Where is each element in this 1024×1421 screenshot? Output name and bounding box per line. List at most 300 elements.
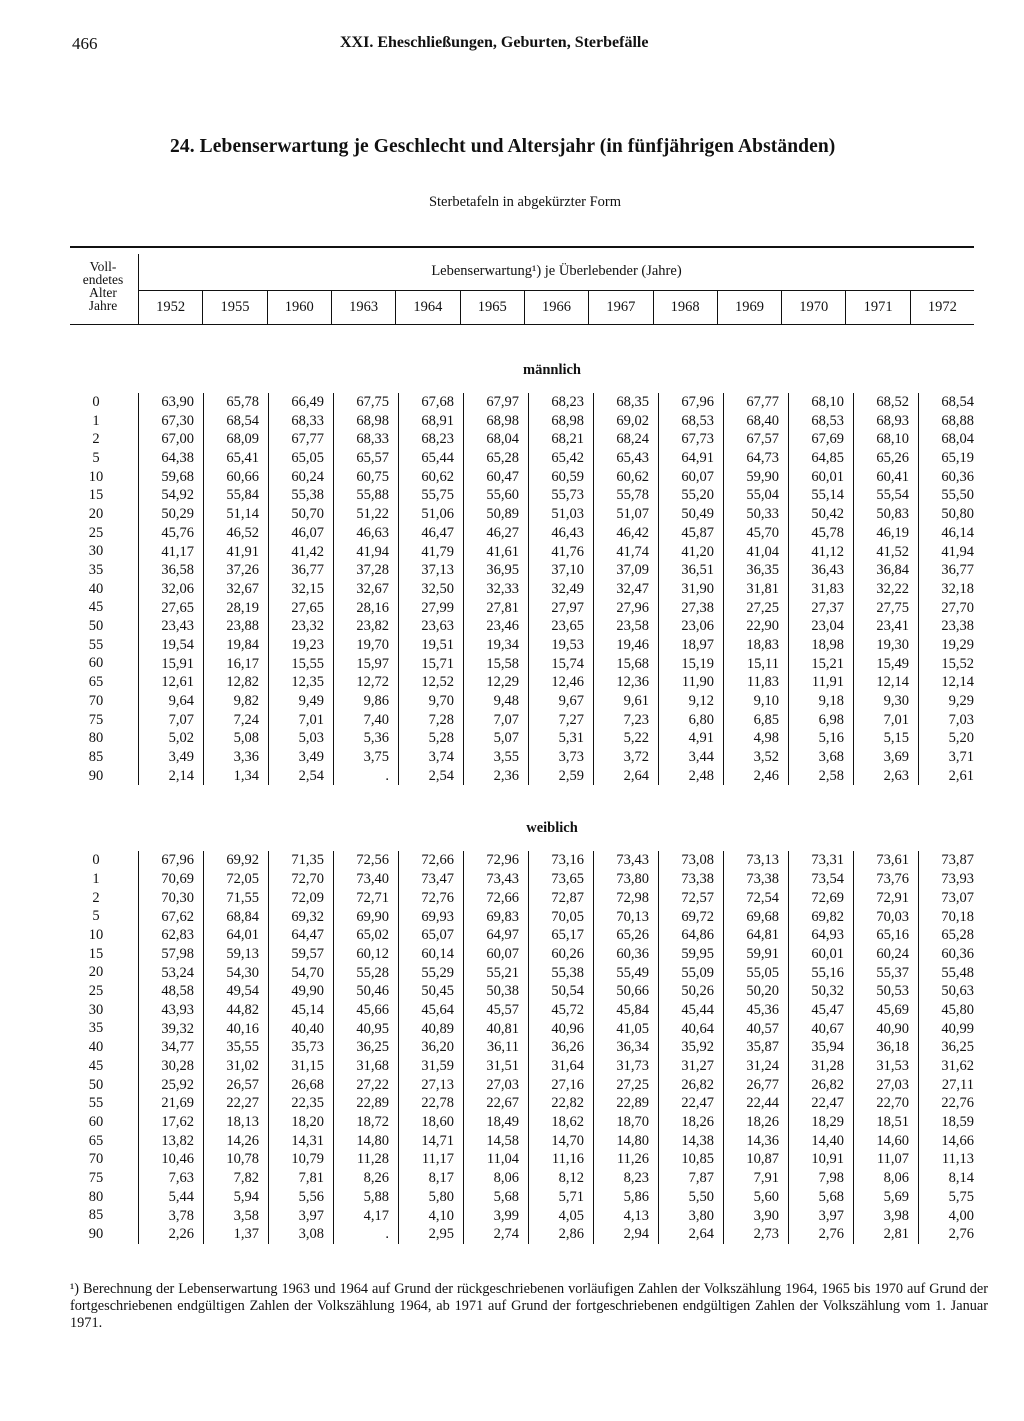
value-cell: 30,28 xyxy=(138,1057,203,1076)
value-cell: 73,47 xyxy=(398,870,463,889)
value-cell: 5,20 xyxy=(918,729,974,748)
value-cell: 50,89 xyxy=(463,505,528,524)
value-cell: 41,94 xyxy=(918,543,974,562)
table-row xyxy=(70,599,974,618)
value-cell: 65,41 xyxy=(203,449,268,468)
value-cell: 65,19 xyxy=(918,449,974,468)
table-title: 24. Lebenserwartung je Geschlecht und Altersjahr (in fünfjährigen Abständen) xyxy=(170,136,836,157)
value-cell: 14,71 xyxy=(398,1132,463,1151)
value-cell: 36,11 xyxy=(463,1038,528,1057)
age-header-line: Alter xyxy=(89,285,117,300)
value-cell: 65,05 xyxy=(268,449,333,468)
age-cell: 40 xyxy=(88,580,104,597)
section-label: weiblich xyxy=(526,820,578,837)
value-cell: 2,63 xyxy=(853,767,918,786)
value-cell: 10,91 xyxy=(788,1150,853,1169)
age-cell: 65 xyxy=(88,1132,104,1149)
value-cell: 1,34 xyxy=(203,767,268,786)
value-cell: 68,52 xyxy=(853,393,918,412)
year-header: 1969 xyxy=(717,291,781,324)
value-cell: 12,14 xyxy=(853,673,918,692)
value-cell: 72,70 xyxy=(268,870,333,889)
age-cell: 70 xyxy=(88,692,104,709)
table-row xyxy=(70,908,974,927)
value-cell: 69,68 xyxy=(723,908,788,927)
value-cell: 40,40 xyxy=(268,1020,333,1039)
value-cell: 51,22 xyxy=(333,505,398,524)
value-cell: 46,14 xyxy=(918,524,974,543)
value-cell: 5,50 xyxy=(658,1188,723,1207)
value-cell: 40,90 xyxy=(853,1020,918,1039)
value-cell: 22,82 xyxy=(528,1094,593,1113)
value-cell: 70,03 xyxy=(853,908,918,927)
value-cell: 23,06 xyxy=(658,617,723,636)
value-cell: 65,17 xyxy=(528,926,593,945)
value-cell: 18,13 xyxy=(203,1113,268,1132)
value-cell: 32,67 xyxy=(333,580,398,599)
value-cell: 19,23 xyxy=(268,636,333,655)
age-cell: 25 xyxy=(88,983,104,1000)
value-cell: 60,66 xyxy=(203,468,268,487)
age-cell: 25 xyxy=(88,524,104,541)
value-cell: 22,78 xyxy=(398,1094,463,1113)
value-cell: 68,98 xyxy=(333,412,398,431)
value-cell: 36,43 xyxy=(788,561,853,580)
value-cell: 23,41 xyxy=(853,617,918,636)
value-cell: 28,16 xyxy=(333,599,398,618)
value-cell: 55,16 xyxy=(788,964,853,983)
value-cell: 73,08 xyxy=(658,851,723,870)
value-cell: 2,74 xyxy=(463,1225,528,1244)
value-cell: 55,73 xyxy=(528,486,593,505)
value-cell: 31,15 xyxy=(268,1057,333,1076)
section-label: männlich xyxy=(522,362,581,378)
value-cell: 65,28 xyxy=(463,449,528,468)
value-cell: 11,91 xyxy=(788,673,853,692)
value-cell: 3,49 xyxy=(138,748,203,767)
table-row xyxy=(70,945,974,964)
value-cell: 40,99 xyxy=(918,1020,974,1039)
value-cell: 32,06 xyxy=(138,580,203,599)
table-row xyxy=(70,982,974,1001)
value-cell: 7,01 xyxy=(853,711,918,730)
value-cell: 45,36 xyxy=(723,1001,788,1020)
value-cell: 41,17 xyxy=(138,543,203,562)
value-cell: 67,77 xyxy=(723,393,788,412)
value-cell: 68,40 xyxy=(723,412,788,431)
year-header: 1966 xyxy=(524,291,588,324)
value-cell: 31,28 xyxy=(788,1057,853,1076)
value-cell: 27,65 xyxy=(268,599,333,618)
value-cell: 5,75 xyxy=(918,1188,974,1207)
value-cell: 32,22 xyxy=(853,580,918,599)
value-cell: 40,57 xyxy=(723,1020,788,1039)
age-cell: 0 xyxy=(92,852,100,869)
table-row xyxy=(70,1038,974,1057)
value-cell: 5,44 xyxy=(138,1188,203,1207)
year-header: 1972 xyxy=(910,291,974,324)
value-cell: 45,80 xyxy=(918,1001,974,1020)
value-cell: 37,09 xyxy=(593,561,658,580)
value-cell: 23,65 xyxy=(528,617,593,636)
value-cell: 72,54 xyxy=(723,889,788,908)
value-cell: 19,53 xyxy=(528,636,593,655)
value-cell: 9,86 xyxy=(333,692,398,711)
value-cell: 27,25 xyxy=(593,1076,658,1095)
value-cell: 9,10 xyxy=(723,692,788,711)
value-cell: 34,77 xyxy=(138,1038,203,1057)
value-cell: 3,98 xyxy=(853,1207,918,1226)
value-cell: 9,48 xyxy=(463,692,528,711)
table-row xyxy=(70,449,974,468)
table-row xyxy=(70,1113,974,1132)
value-cell: 51,03 xyxy=(528,505,593,524)
value-cell: 64,91 xyxy=(658,449,723,468)
value-cell: 55,78 xyxy=(593,486,658,505)
value-cell: 65,26 xyxy=(853,449,918,468)
value-cell: 65,02 xyxy=(333,926,398,945)
value-cell: 16,17 xyxy=(203,655,268,674)
value-cell: 59,90 xyxy=(723,468,788,487)
value-cell: 9,18 xyxy=(788,692,853,711)
table-row xyxy=(70,1094,974,1113)
value-cell: 72,05 xyxy=(203,870,268,889)
year-header: 1968 xyxy=(653,291,717,324)
value-cell: 11,83 xyxy=(723,673,788,692)
value-cell: 67,96 xyxy=(658,393,723,412)
value-cell: 3,08 xyxy=(268,1225,333,1244)
value-cell: 22,76 xyxy=(918,1094,974,1113)
value-cell: 3,78 xyxy=(138,1207,203,1226)
value-cell: 11,28 xyxy=(333,1150,398,1169)
value-cell: 55,20 xyxy=(658,486,723,505)
value-cell: 3,75 xyxy=(333,748,398,767)
value-cell: 41,94 xyxy=(333,543,398,562)
value-cell: 14,80 xyxy=(593,1132,658,1151)
value-cell: 18,72 xyxy=(333,1113,398,1132)
value-cell: 3,90 xyxy=(723,1207,788,1226)
age-cell: 5 xyxy=(92,908,100,925)
value-cell: 22,70 xyxy=(853,1094,918,1113)
value-cell: 14,26 xyxy=(203,1132,268,1151)
value-cell: 2,81 xyxy=(853,1225,918,1244)
value-cell: 3,49 xyxy=(268,748,333,767)
value-cell: 19,70 xyxy=(333,636,398,655)
value-cell: 59,68 xyxy=(138,468,203,487)
value-cell: 45,47 xyxy=(788,1001,853,1020)
value-cell: 5,80 xyxy=(398,1188,463,1207)
value-cell: 22,44 xyxy=(723,1094,788,1113)
value-cell: 36,35 xyxy=(723,561,788,580)
value-cell: 48,58 xyxy=(138,982,203,1001)
age-cell: 35 xyxy=(88,562,104,579)
value-cell: 60,01 xyxy=(788,468,853,487)
table-row xyxy=(70,561,974,580)
value-cell: 68,21 xyxy=(528,430,593,449)
value-cell: 73,31 xyxy=(788,851,853,870)
value-cell: 18,98 xyxy=(788,636,853,655)
age-cell: 20 xyxy=(88,505,104,522)
value-cell: 5,56 xyxy=(268,1188,333,1207)
value-cell: 41,76 xyxy=(528,543,593,562)
value-cell: 18,70 xyxy=(593,1113,658,1132)
value-cell: 5,69 xyxy=(853,1188,918,1207)
value-cell: 36,25 xyxy=(918,1038,974,1057)
value-cell: 7,01 xyxy=(268,711,333,730)
value-cell: 73,87 xyxy=(918,851,974,870)
value-cell: 26,68 xyxy=(268,1076,333,1095)
value-cell: 65,78 xyxy=(203,393,268,412)
value-cell: 64,97 xyxy=(463,926,528,945)
age-cell: 1 xyxy=(92,870,100,887)
value-cell: 35,55 xyxy=(203,1038,268,1057)
value-cell: 72,91 xyxy=(853,889,918,908)
value-cell: 27,22 xyxy=(333,1076,398,1095)
value-cell: 49,90 xyxy=(268,982,333,1001)
value-cell: 9,70 xyxy=(398,692,463,711)
value-cell: 27,37 xyxy=(788,599,853,618)
table-row xyxy=(70,1057,974,1076)
value-cell: 23,43 xyxy=(138,617,203,636)
value-cell: 23,63 xyxy=(398,617,463,636)
value-cell: 55,28 xyxy=(333,964,398,983)
value-cell: 14,40 xyxy=(788,1132,853,1151)
value-cell: 27,70 xyxy=(918,599,974,618)
value-cell: 60,36 xyxy=(593,945,658,964)
value-cell: 2,54 xyxy=(398,767,463,786)
value-cell: 15,58 xyxy=(463,655,528,674)
value-cell: 46,43 xyxy=(528,524,593,543)
value-cell: 50,26 xyxy=(658,982,723,1001)
value-cell: 40,96 xyxy=(528,1020,593,1039)
value-cell: 40,67 xyxy=(788,1020,853,1039)
value-cell: 46,27 xyxy=(463,524,528,543)
value-cell: 5,02 xyxy=(138,729,203,748)
value-cell: 26,77 xyxy=(723,1076,788,1095)
value-cell: 60,62 xyxy=(398,468,463,487)
value-cell: 45,14 xyxy=(268,1001,333,1020)
value-cell: 4,91 xyxy=(658,729,723,748)
value-cell: 7,28 xyxy=(398,711,463,730)
value-cell: 11,90 xyxy=(658,673,723,692)
value-cell: 65,28 xyxy=(918,926,974,945)
table-row xyxy=(70,393,974,412)
value-cell: 3,73 xyxy=(528,748,593,767)
value-cell: 8,12 xyxy=(528,1169,593,1188)
value-cell: 19,30 xyxy=(853,636,918,655)
value-cell: 7,91 xyxy=(723,1169,788,1188)
value-cell: 5,31 xyxy=(528,729,593,748)
value-cell: 54,30 xyxy=(203,964,268,983)
age-cell: 1 xyxy=(92,412,100,429)
value-cell: 36,51 xyxy=(658,561,723,580)
value-cell: 51,07 xyxy=(593,505,658,524)
value-cell: 15,52 xyxy=(918,655,974,674)
value-cell: 7,07 xyxy=(138,711,203,730)
value-cell: 60,47 xyxy=(463,468,528,487)
value-cell: 55,21 xyxy=(463,964,528,983)
value-cell: 72,66 xyxy=(463,889,528,908)
value-cell: 50,53 xyxy=(853,982,918,1001)
value-cell: 55,38 xyxy=(268,486,333,505)
value-cell: 4,10 xyxy=(398,1207,463,1226)
value-cell: 12,82 xyxy=(203,673,268,692)
value-cell: 45,78 xyxy=(788,524,853,543)
table-row xyxy=(70,1207,974,1226)
value-cell: 19,46 xyxy=(593,636,658,655)
value-cell: 44,82 xyxy=(203,1001,268,1020)
value-cell: 50,29 xyxy=(138,505,203,524)
value-cell: 55,75 xyxy=(398,486,463,505)
value-cell: 67,69 xyxy=(788,430,853,449)
value-cell: 5,36 xyxy=(333,729,398,748)
table-section xyxy=(70,813,974,1243)
value-cell: 27,38 xyxy=(658,599,723,618)
value-cell: 31,68 xyxy=(333,1057,398,1076)
value-cell: 6,80 xyxy=(658,711,723,730)
value-cell: 59,91 xyxy=(723,945,788,964)
value-cell: 32,15 xyxy=(268,580,333,599)
age-cell: 45 xyxy=(88,599,104,616)
value-cell: 51,06 xyxy=(398,505,463,524)
value-cell: 72,56 xyxy=(333,851,398,870)
value-cell: 55,09 xyxy=(658,964,723,983)
value-cell: 12,36 xyxy=(593,673,658,692)
footnote: ¹) Berechnung der Lebenserwartung 1963 und 1964 auf Grund der rückgeschriebenen vorläufigen Zahlen der Volkszählung 1964, 1965 bis 1970 auf Grund der fortgeschriebenen endgültigen Zahlen der Volkszählung 1964, ab 1971 auf Grund der fortgeschriebenen endgültigen Zahlen der Volkszählung vom 1. Januar 1971. xyxy=(70,1281,988,1331)
value-cell: 18,51 xyxy=(853,1113,918,1132)
value-cell: 64,93 xyxy=(788,926,853,945)
value-cell: 8,14 xyxy=(918,1169,974,1188)
value-cell: 67,68 xyxy=(398,393,463,412)
value-cell: 36,77 xyxy=(268,561,333,580)
value-cell: 50,38 xyxy=(463,982,528,1001)
value-cell: 23,38 xyxy=(918,617,974,636)
value-cell: 19,29 xyxy=(918,636,974,655)
value-cell: 9,12 xyxy=(658,692,723,711)
value-cell: 51,14 xyxy=(203,505,268,524)
value-cell: 9,61 xyxy=(593,692,658,711)
value-cell: 3,36 xyxy=(203,748,268,767)
value-cell: 15,97 xyxy=(333,655,398,674)
value-cell: 63,90 xyxy=(138,393,203,412)
value-cell: 65,43 xyxy=(593,449,658,468)
table-row xyxy=(70,767,974,786)
value-cell: 67,62 xyxy=(138,908,203,927)
value-cell: 27,81 xyxy=(463,599,528,618)
value-cell: 55,38 xyxy=(528,964,593,983)
value-cell: 67,00 xyxy=(138,430,203,449)
year-header: 1967 xyxy=(588,291,652,324)
value-cell: 73,80 xyxy=(593,870,658,889)
value-cell: 14,36 xyxy=(723,1132,788,1151)
value-cell: 45,70 xyxy=(723,524,788,543)
table-row xyxy=(70,543,974,562)
age-cell: 55 xyxy=(88,1095,104,1112)
value-cell: 31,83 xyxy=(788,580,853,599)
value-cell: 50,54 xyxy=(528,982,593,1001)
value-cell: 22,89 xyxy=(333,1094,398,1113)
value-cell: 14,38 xyxy=(658,1132,723,1151)
value-cell: 36,25 xyxy=(333,1038,398,1057)
value-cell: 73,61 xyxy=(853,851,918,870)
value-cell: 60,36 xyxy=(918,945,974,964)
value-cell: 55,14 xyxy=(788,486,853,505)
value-cell: 3,69 xyxy=(853,748,918,767)
value-cell: 62,83 xyxy=(138,926,203,945)
value-cell: 40,89 xyxy=(398,1020,463,1039)
value-cell: 2,61 xyxy=(918,767,974,786)
year-header: 1970 xyxy=(781,291,845,324)
table-row xyxy=(70,1020,974,1039)
year-header: 1971 xyxy=(845,291,909,324)
value-cell: 50,80 xyxy=(918,505,974,524)
value-cell: 31,73 xyxy=(593,1057,658,1076)
value-cell: 14,80 xyxy=(333,1132,398,1151)
value-cell: 18,62 xyxy=(528,1113,593,1132)
value-cell: 46,63 xyxy=(333,524,398,543)
age-cell: 15 xyxy=(88,487,104,504)
value-cell: 64,47 xyxy=(268,926,333,945)
value-cell: 27,03 xyxy=(463,1076,528,1095)
table-row xyxy=(70,870,974,889)
value-cell: 60,24 xyxy=(853,945,918,964)
age-cell: 55 xyxy=(88,636,104,653)
age-header-line: Voll- xyxy=(89,259,117,274)
value-cell: 31,51 xyxy=(463,1057,528,1076)
value-cell: 3,55 xyxy=(463,748,528,767)
age-cell: 90 xyxy=(88,767,104,784)
value-cell: 2,14 xyxy=(138,767,203,786)
value-cell: 15,55 xyxy=(268,655,333,674)
value-cell: 57,98 xyxy=(138,945,203,964)
value-cell: 60,36 xyxy=(918,468,974,487)
value-cell: 7,87 xyxy=(658,1169,723,1188)
value-cell: 50,66 xyxy=(593,982,658,1001)
table-row xyxy=(70,926,974,945)
value-cell: 7,63 xyxy=(138,1169,203,1188)
value-cell: 3,71 xyxy=(918,748,974,767)
value-cell: 36,18 xyxy=(853,1038,918,1057)
value-cell: 31,81 xyxy=(723,580,788,599)
value-cell: 67,57 xyxy=(723,430,788,449)
value-cell: 17,62 xyxy=(138,1113,203,1132)
value-cell: 64,73 xyxy=(723,449,788,468)
age-cell: 15 xyxy=(88,945,104,962)
value-cell: 73,38 xyxy=(658,870,723,889)
value-cell: 59,13 xyxy=(203,945,268,964)
value-cell: 65,42 xyxy=(528,449,593,468)
value-cell: 11,26 xyxy=(593,1150,658,1169)
value-cell: 8,23 xyxy=(593,1169,658,1188)
value-cell: 41,52 xyxy=(853,543,918,562)
table-row xyxy=(70,468,974,487)
table-row xyxy=(70,636,974,655)
value-cell: 64,86 xyxy=(658,926,723,945)
value-cell: 7,27 xyxy=(528,711,593,730)
value-cell: 68,98 xyxy=(528,412,593,431)
value-cell: 72,09 xyxy=(268,889,333,908)
table-row xyxy=(70,1132,974,1151)
value-cell: 6,98 xyxy=(788,711,853,730)
value-cell: 60,12 xyxy=(333,945,398,964)
value-cell: 50,63 xyxy=(918,982,974,1001)
value-cell: 45,69 xyxy=(853,1001,918,1020)
value-cell: 55,60 xyxy=(463,486,528,505)
age-cell: 30 xyxy=(88,1001,104,1018)
value-cell: 18,49 xyxy=(463,1113,528,1132)
value-cell: 32,47 xyxy=(593,580,658,599)
value-cell: 7,40 xyxy=(333,711,398,730)
